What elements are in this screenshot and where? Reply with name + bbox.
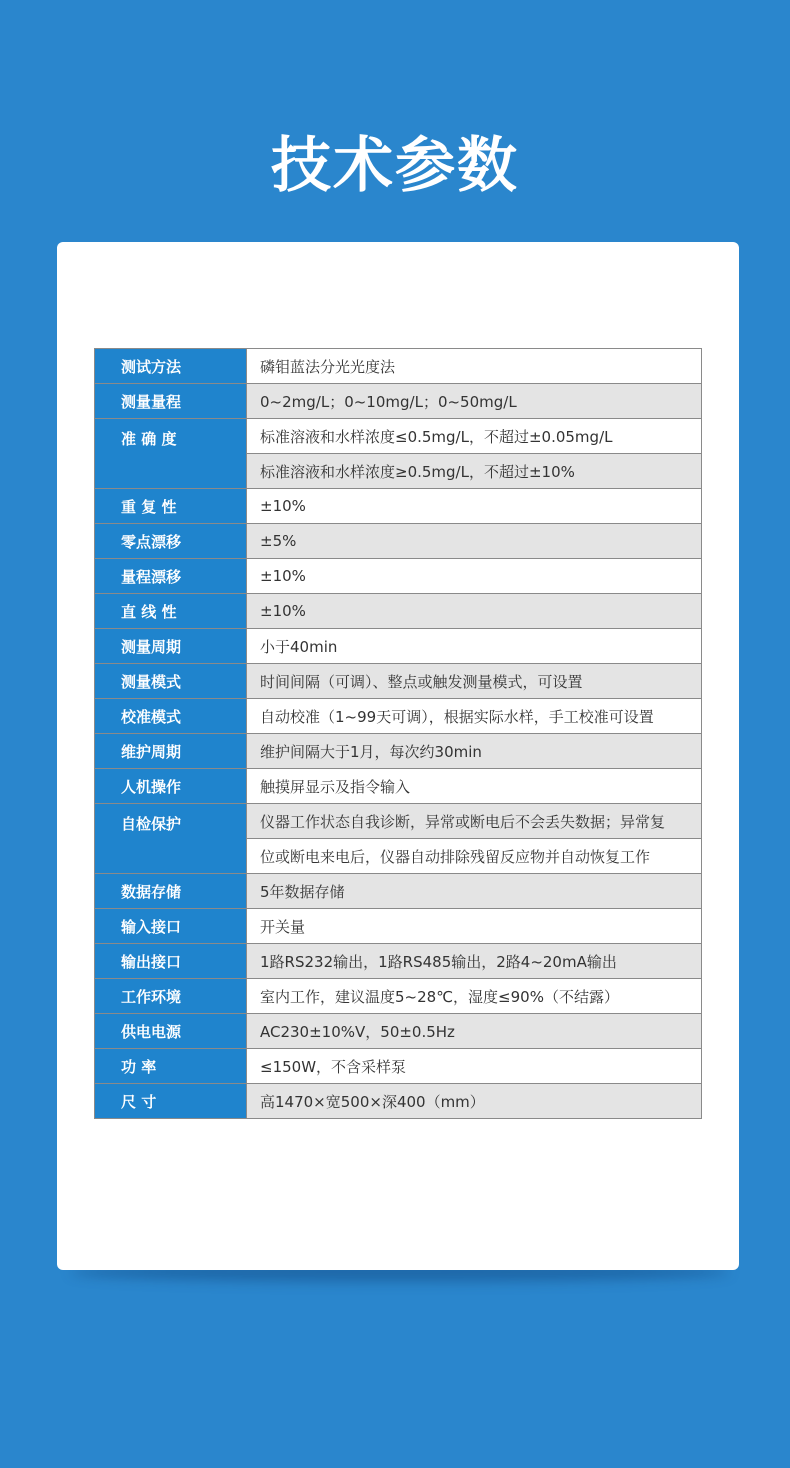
spec-value: 维护间隔大于1月，每次约30min — [247, 734, 702, 769]
table-row — [95, 804, 702, 839]
spec-label: 人机操作 — [95, 769, 247, 804]
table-row — [95, 1084, 702, 1119]
spec-value: AC230±10%V，50±0.5Hz — [247, 1014, 702, 1049]
spec-label: 校准模式 — [95, 699, 247, 734]
table-row — [95, 349, 702, 384]
spec-card — [57, 242, 739, 1270]
spec-value: ±10% — [247, 559, 702, 594]
table-row — [95, 909, 702, 944]
table-row — [95, 944, 702, 979]
table-row — [95, 384, 702, 419]
table-row — [95, 664, 702, 699]
spec-value: 0~2mg/L；0~10mg/L；0~50mg/L — [247, 384, 702, 419]
spec-label: 输出接口 — [95, 944, 247, 979]
spec-label: 测试方法 — [95, 349, 247, 384]
spec-label: 供电电源 — [95, 1014, 247, 1049]
table-row — [95, 629, 702, 664]
spec-label: 数据存储 — [95, 874, 247, 909]
spec-label: 准 确 度 — [95, 419, 247, 489]
spec-value: 高1470×宽500×深400（mm） — [247, 1084, 702, 1119]
spec-value: ±10% — [247, 489, 702, 524]
spec-value: 5年数据存储 — [247, 874, 702, 909]
table-row — [95, 1014, 702, 1049]
spec-value: 标准溶液和水样浓度≤0.5mg/L，不超过±0.05mg/L — [247, 419, 702, 454]
table-row — [95, 734, 702, 769]
table-row — [95, 489, 702, 524]
spec-label: 输入接口 — [95, 909, 247, 944]
spec-label: 功 率 — [95, 1049, 247, 1084]
spec-label: 重 复 性 — [95, 489, 247, 524]
spec-value: ±10% — [247, 594, 702, 629]
spec-value: 标准溶液和水样浓度≥0.5mg/L，不超过±10% — [247, 454, 702, 489]
table-row — [95, 874, 702, 909]
spec-value: 自动校准（1~99天可调），根据实际水样，手工校准可设置 — [247, 699, 702, 734]
spec-value: ≤150W，不含采样泵 — [247, 1049, 702, 1084]
spec-value: 磷钼蓝法分光光度法 — [247, 349, 702, 384]
spec-label: 直 线 性 — [95, 594, 247, 629]
spec-label: 测量周期 — [95, 629, 247, 664]
spec-value: 1路RS232输出，1路RS485输出，2路4~20mA输出 — [247, 944, 702, 979]
spec-value: ±5% — [247, 524, 702, 559]
spec-label: 维护周期 — [95, 734, 247, 769]
table-row — [95, 524, 702, 559]
spec-value: 室内工作，建议温度5~28℃，湿度≤90%（不结露） — [247, 979, 702, 1014]
spec-label: 自检保护 — [95, 804, 247, 874]
page-title: 技术参数 — [271, 131, 519, 201]
spec-label: 工作环境 — [95, 979, 247, 1014]
table-row — [95, 979, 702, 1014]
spec-value: 时间间隔（可调）、整点或触发测量模式，可设置 — [247, 664, 702, 699]
spec-value: 仪器工作状态自我诊断，异常或断电后不会丢失数据；异常复 — [247, 804, 702, 839]
spec-label: 零点漂移 — [95, 524, 247, 559]
table-row — [95, 419, 702, 454]
spec-value: 开关量 — [247, 909, 702, 944]
spec-value: 触摸屏显示及指令输入 — [247, 769, 702, 804]
table-row — [95, 1049, 702, 1084]
spec-value: 位或断电来电后，仪器自动排除残留反应物并自动恢复工作 — [247, 839, 702, 874]
spec-value: 小于40min — [247, 629, 702, 664]
spec-label: 尺 寸 — [95, 1084, 247, 1119]
spec-table — [94, 348, 702, 1119]
table-row — [95, 769, 702, 804]
spec-label: 测量量程 — [95, 384, 247, 419]
spec-label: 量程漂移 — [95, 559, 247, 594]
spec-label: 测量模式 — [95, 664, 247, 699]
table-row — [95, 699, 702, 734]
table-row — [95, 559, 702, 594]
table-row — [95, 594, 702, 629]
